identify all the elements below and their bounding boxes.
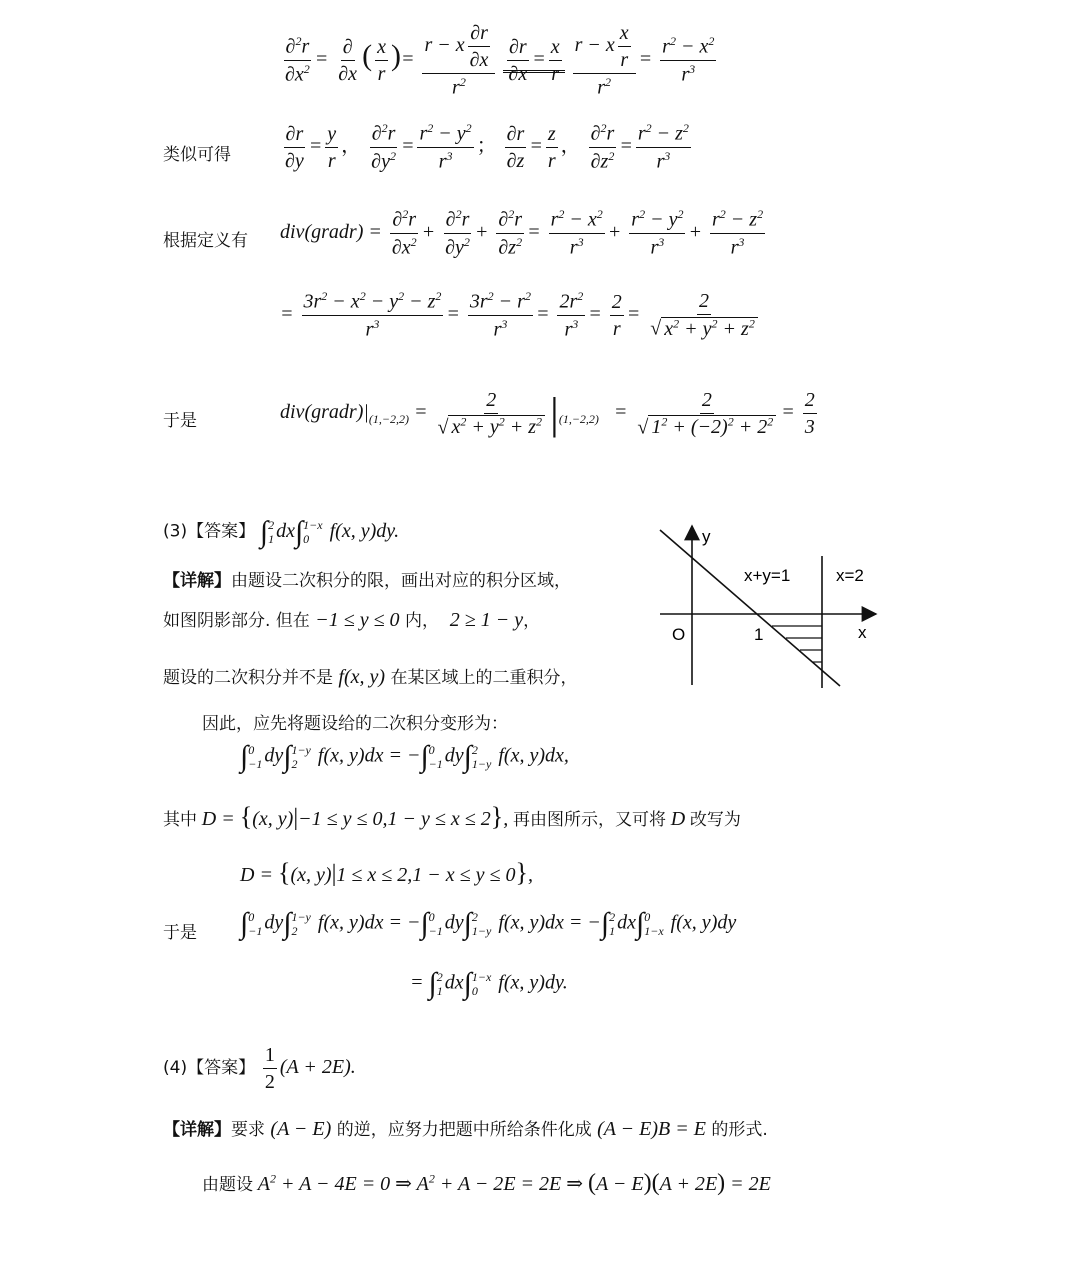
formula-simplify: = $\frac{3r^2 - x^2 - y^2 - z^2}{r^3}$ = $\frac{3r^2 - r^2}{r^3}$ = $\frac{2r^2}{r^3}$ = $\frac{2}{r}$ = $\frac{2}{√ x^2 + y^2 + z^2}$ (280, 290, 763, 340)
part3-d-formula: D = {(x, y)|1 ≤ x ≤ 2,1 − x ≤ y ≤ 0}, (240, 858, 533, 887)
part4-detail-text-a: 要求 (231, 1120, 265, 1140)
part3-detail-text2a: 如图阴影部分. 但在 (163, 611, 310, 631)
origin-label: O (672, 625, 686, 644)
axis-y-label: y (702, 527, 711, 546)
part3-where-text2: 改写为 (689, 810, 741, 830)
part3-detail-text3a: 题设的二次积分并不是 (163, 668, 333, 688)
yushi-label-2: 于是 (163, 923, 197, 943)
part3-fxy-math: f(x, y) (338, 666, 386, 688)
yushi-label-1: 于是 (163, 411, 197, 431)
formula-definition: div(gradr) = $\frac{\partial^2r}{\partial x^2}$ + $\frac{\partial^2r}{\partial y^2}$ + $\frac{\partial^2r}{\partial z^2}$ = $\frac{r^2 - x^2}{r^3}$ + $\frac{r^2 - y^2}{r^3}$ + $\frac{r^2 - z^2}{r^3}$ (280, 207, 764, 259)
part3-detail-text1: 由题设二次积分的限，画出对应的积分区域， (231, 571, 571, 591)
formula-similar: $\frac{\partial r}{\partial y}$ = $\frac{y}{r}$ ， $\frac{\partial^2r}{\partial y^2}$ = $\frac{r^2 - y^2}{r^3}$ ； $\frac{\partial r}{\partial z}$ = $\frac{z}{r}$ ， $\frac{\partial^2r}{\partial z^2}$ = $\frac{r^2 - z^2}{r^3}$ (285, 121, 689, 173)
part3-detail-line4: 因此，应先将题设给的二次积分变形为： (202, 714, 508, 734)
part3-final-formula1: ∫ 0 −1 dy∫ 1−y 2 f(x, y)dx = −∫ 0 −1 dy∫ 2 1−y f(x, y)dx = −∫ 2 1 dx∫ 0 1−x f(x, y)dy (240, 907, 737, 940)
similar-label: 类似可得 (163, 145, 231, 165)
part3-where-formula: D = {(x, y)|−1 ≤ y ≤ 0,1 − y ≤ x ≤ 2}, (201, 802, 509, 831)
part4-detail-text-c: 的形式. (711, 1120, 768, 1140)
part3-where-d: D (670, 808, 686, 830)
vline-label: x=2 (836, 566, 864, 585)
part4-answer-label: (4)【答案】 (163, 1058, 256, 1079)
part3-where-line (163, 802, 741, 832)
part3-answer-label: (3)【答案】 (163, 521, 256, 542)
formula-evaluate: $div(gradr)|_{(1,-2,2)}$ = $\frac{2}{√ x^2 + y^2 + z^2}$ $|_{(1,-2,2)}$ = $\frac{2}{√ 1^2 + (-2)^2 + 2^2}$ = $\frac{2}{3}$ (280, 388, 815, 439)
part3-where-text: 再由图所示，又可将 (512, 810, 666, 830)
part3-detail-text2b: 内， (404, 611, 439, 631)
part4-detail-text-b: 的逆，应努力把题中所给条件化成 (336, 1120, 592, 1140)
part3-detail-line3 (163, 663, 577, 689)
part3-detail-line1 (163, 566, 571, 591)
formula-second-partial-x: $\frac{\partial^2r}{\partial x^2}$ = $\frac{\partial}{\partial x}$ ( $\frac{x}{r}$ )= r − x $\frac{\partial r}{\partial x}$ $r^2$ $\frac{\partial r}{\partial x}$ = $\frac{x}{r}$ r − x $\frac{x}{r}$ $r^2$ = $\frac{r^2 - x^2}{r^3}$ (285, 22, 715, 99)
part3-detail-line2 (163, 606, 540, 632)
part4-given-line (202, 1170, 771, 1197)
part3-answer-formula: ∫ 2 1 dx∫ 1−x 0 f(x, y)dy. (259, 515, 400, 548)
part3-answer-line (163, 515, 399, 549)
definition-label: 根据定义有 (163, 231, 248, 251)
part4-math-condition: (A − E)B = E (597, 1118, 706, 1140)
shaded-region (772, 626, 822, 662)
part3-detail-text2c: ， (523, 611, 541, 631)
part3-detail-label: 【详解】 (163, 571, 231, 591)
part3-transform-formula: ∫ 0 −1 dy∫ 1−y 2 f(x, y)dx = −∫ 0 −1 dy∫ 2 1−y f(x, y)dx, (240, 740, 569, 773)
part4-detail-line (163, 1115, 768, 1141)
part4-answer-formula: $\frac{1}{2}$ (A + 2E). (264, 1044, 356, 1093)
part3-ineq-math: 2 ≥ 1 − y (449, 609, 524, 631)
line-label: x+y=1 (744, 566, 791, 585)
part3-range-math: −1 ≤ y ≤ 0 (315, 609, 400, 631)
part4-given-formula: $A^2 + A - 4E = 0$ ⇒ $A^2 + A - 2E = 2E$ ⇒ (A − E)(A + 2E) = 2E (257, 1170, 771, 1196)
part4-detail-label: 【详解】 (163, 1120, 231, 1140)
part3-detail-text3b: 在某区域上的二重积分， (390, 668, 578, 688)
part4-math-a-minus-e: (A − E) (270, 1118, 332, 1140)
integration-region-figure (648, 520, 888, 700)
part4-answer-line (163, 1044, 356, 1093)
axis-x-label: x (858, 623, 867, 642)
part4-given-label: 由题设 (202, 1175, 253, 1195)
part3-where-label: 其中 (163, 810, 197, 830)
tick-one-label: 1 (754, 625, 764, 644)
part3-final-formula2: = ∫ 2 1 dx∫ 1−x 0 f(x, y)dy. (410, 967, 568, 1000)
